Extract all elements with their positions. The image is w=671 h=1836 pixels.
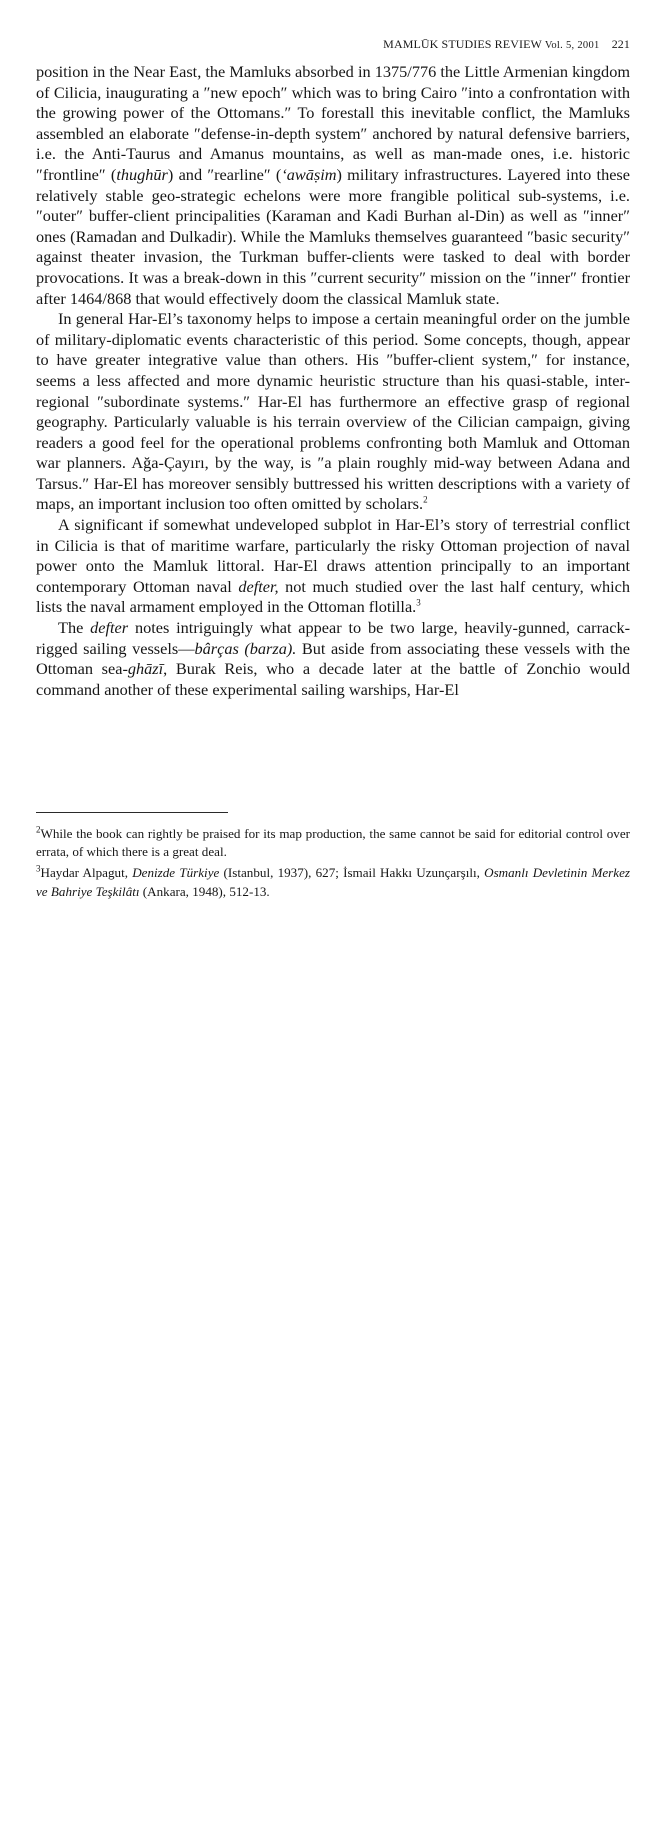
italic-text: bârças (barza).	[194, 638, 297, 658]
body-paragraph	[36, 618, 630, 700]
text-run: A significant if somewhat undeveloped subplot in Har-El’s story of terrestrial conflict in Cilicia is that of maritime warfare, particularly the risky Ottoman projection of naval power onto the Mamluk littoral. Har-El draws attention principally to an important contemporary Ottoman naval	[36, 515, 630, 596]
text-run: ) military infrastructures. Layered into these relatively stable geo-strategic echelons were more frangible political sub-systems, i.e. ″outer″ buffer-client principalities (Karaman and Kadi Burhan al-Din) as well as ″inner″ ones (Ramadan and Dulkadir). While the Mamluks themselves guaranteed ″basic security″ against theater invasion, the Turkman buffer-clients were tasked to deal with border provocations. It was a break-down in this ″current security″ mission on the ″inner″ frontier after 1464/868 that would effectively doom the classical Mamluk state.	[36, 164, 630, 308]
text-run: While the book can rightly be praised for its map production, the same cannot be said for editorial control over errata, of which there is a great deal.	[36, 826, 630, 860]
italic-text: thughūr	[116, 164, 168, 184]
text-run: But aside from associating these vessels with the Ottoman sea-	[36, 638, 630, 679]
text-run: Haydar Alpagut,	[40, 865, 133, 881]
text-run: ) and ″rearline″ (	[167, 164, 282, 184]
italic-text: Denizde Türkiye	[132, 865, 220, 881]
journal-title: MAMLŪK STUDIES REVIEW	[383, 37, 542, 51]
text-run: (Istanbul, 1937), 627; İsmail Hakkı Uzunçarşılı,	[219, 865, 485, 881]
footnote	[36, 864, 630, 900]
text-run: , Burak Reis, who a decade later at the battle of Zonchio would command another of these experimental sailing warships, Har-El	[36, 659, 630, 699]
volume-info: Vol. 5, 2001	[544, 40, 600, 51]
text-run: position in the Near East, the Mamluks absorbed in 1375/776 the Little Armenian kingdom of Cilicia, inaugurating a ″new epoch″ which was to bring Cairo ″into a confrontation with the growing power of the Ottomans.″ To forestall this inevitable conflict, the Mamluks assembled an elaborate ″defense-in-depth system″ anchored by natural defensive barriers, i.e. the Anti-Taurus and Amanus mountains, as well as man-made ones, i.e. historic ″frontline″ (	[36, 62, 630, 184]
body-paragraph	[36, 62, 630, 309]
footnotes	[36, 825, 630, 901]
italic-text: Osmanlı Devletinin Merkez ve Bahriye Teşkilâtı	[36, 865, 630, 899]
body-paragraph	[36, 309, 630, 515]
footnote-marker: 3	[416, 598, 421, 609]
document-page	[36, 0, 630, 1836]
footnote-marker: 2	[423, 495, 428, 506]
footnote	[36, 825, 630, 861]
body-paragraph	[36, 515, 630, 618]
body-text	[36, 62, 630, 700]
footnote-divider	[36, 812, 228, 813]
italic-text: ghāzī	[127, 659, 164, 679]
text-run: not much studied over the last half century, which lists the naval armament employed in the Ottoman flotilla.	[36, 576, 630, 617]
italic-text: defter,	[238, 576, 279, 596]
text-run: In general Har-El’s taxonomy helps to impose a certain meaningful order on the jumble of military-diplomatic events characteristic of this period. Some concepts, though, appear to have greater integrative value than others. His ″buffer-client system,″ for instance, seems a less affected and more dynamic heuristic structure than his quasi-stable, inter-regional ″subordinate systems.″ Har-El has furthermore an effective grasp of regional geography. Particularly valuable is his terrain overview of the Cilician campaign, giving readers a good feel for the operational problems confronting both Mamluk and Ottoman war planners. Ağa-Çayırı, by the way, is ″a plain roughly mid-way between Adana and Tarsus.″ Har-El has moreover sensibly buttressed his written descriptions with a variety of maps, an important inclusion too often omitted by scholars.	[36, 309, 630, 514]
page-number: 221	[611, 37, 630, 51]
text-run: notes intriguingly what appear to be two large, heavily-gunned, carrack-rigged sailing vessels—	[36, 618, 631, 658]
italic-text: defter	[90, 618, 129, 638]
italic-text: ‘awāṣim	[281, 164, 337, 184]
footnote-marker: 2	[36, 824, 41, 835]
text-run: (Ankara, 1948), 512-13.	[139, 883, 270, 899]
text-run: The	[58, 618, 91, 638]
footnote-marker: 3	[36, 864, 41, 875]
running-head	[383, 37, 630, 52]
